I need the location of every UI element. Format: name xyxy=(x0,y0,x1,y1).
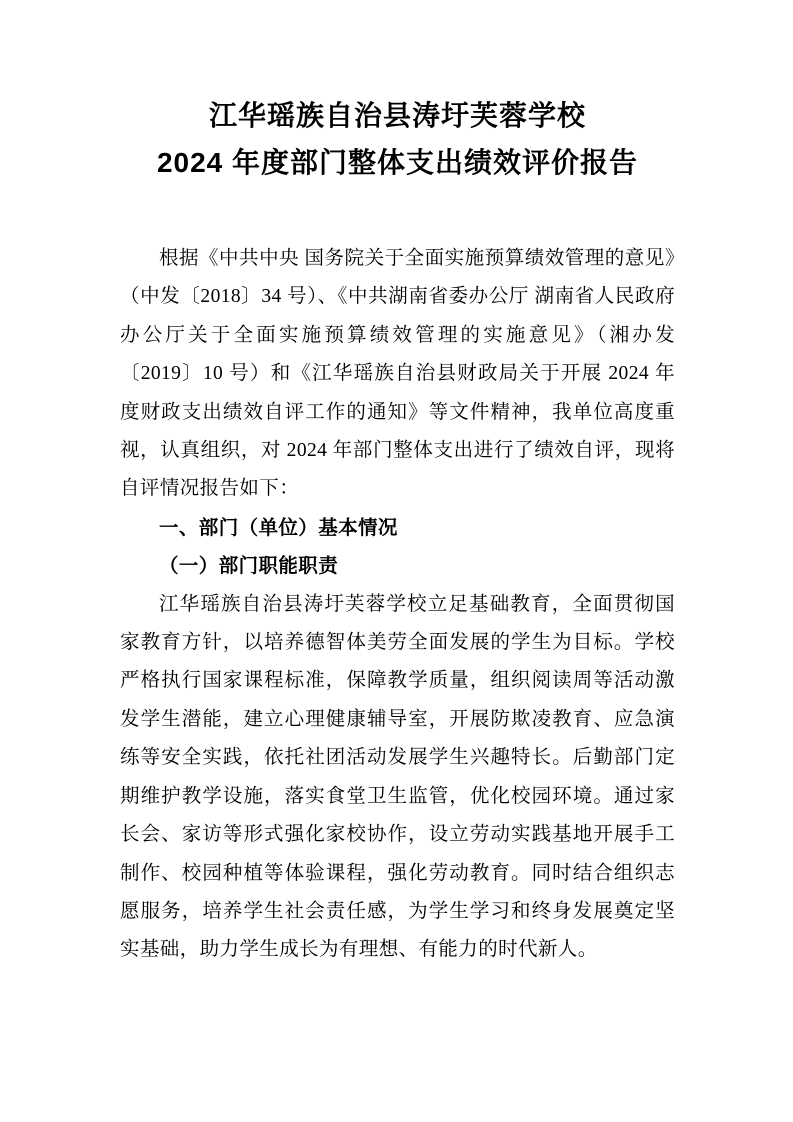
section-1-1-paragraph: 江华瑶族自治县涛圩芙蓉学校立足基础教育，全面贯彻国家教育方针，以培养德智体美劳全面发展的学生为目标。学校严格执行国家课程标准，保障教学质量，组织阅读周等活动激发学生潜能，建立心理健康辅导室，开展防欺凌教育、应急演练等安全实践，依托社团活动发展学生兴趣特长。后勤部门定期维护教学设施，落实食堂卫生监管，优化校园环境。通过家长会、家访等形式强化家校协作，设立劳动实践基地开展手工制作、校园种植等体验课程，强化劳动教育。同时结合组织志愿服务，培养学生社会责任感，为学生学习和终身发展奠定坚实基础，助力学生成长为有理想、有能力的时代新人。 xyxy=(120,593,675,961)
document-title xyxy=(120,92,675,186)
section-1-heading: 一、部门（单位）基本情况 xyxy=(159,516,398,539)
section-1-1-heading: （一）部门职能职责 xyxy=(159,555,339,578)
document-title-line-2: 2024 年度部门整体支出绩效评价报告 xyxy=(156,147,639,178)
intro-paragraph: 根据《中共中央 国务院关于全面实施预算绩效管理的意见》（中发〔2018〕34 号）、《中共湖南省委办公厅 湖南省人民政府办公厅关于全面实施预算绩效管理的实施意见》（湘办发〔2019〕10 号）和《江华瑶族自治县财政局关于开展 2024 年度财政支出绩效自评工作的通知》等文件精神，我单位高度重视，认真组织，对 2024 年部门整体支出进行了绩效自评，现将自评情况报告如下： xyxy=(120,248,675,500)
document-title-line-1: 江华瑶族自治县涛圩芙蓉学校 xyxy=(208,100,586,131)
